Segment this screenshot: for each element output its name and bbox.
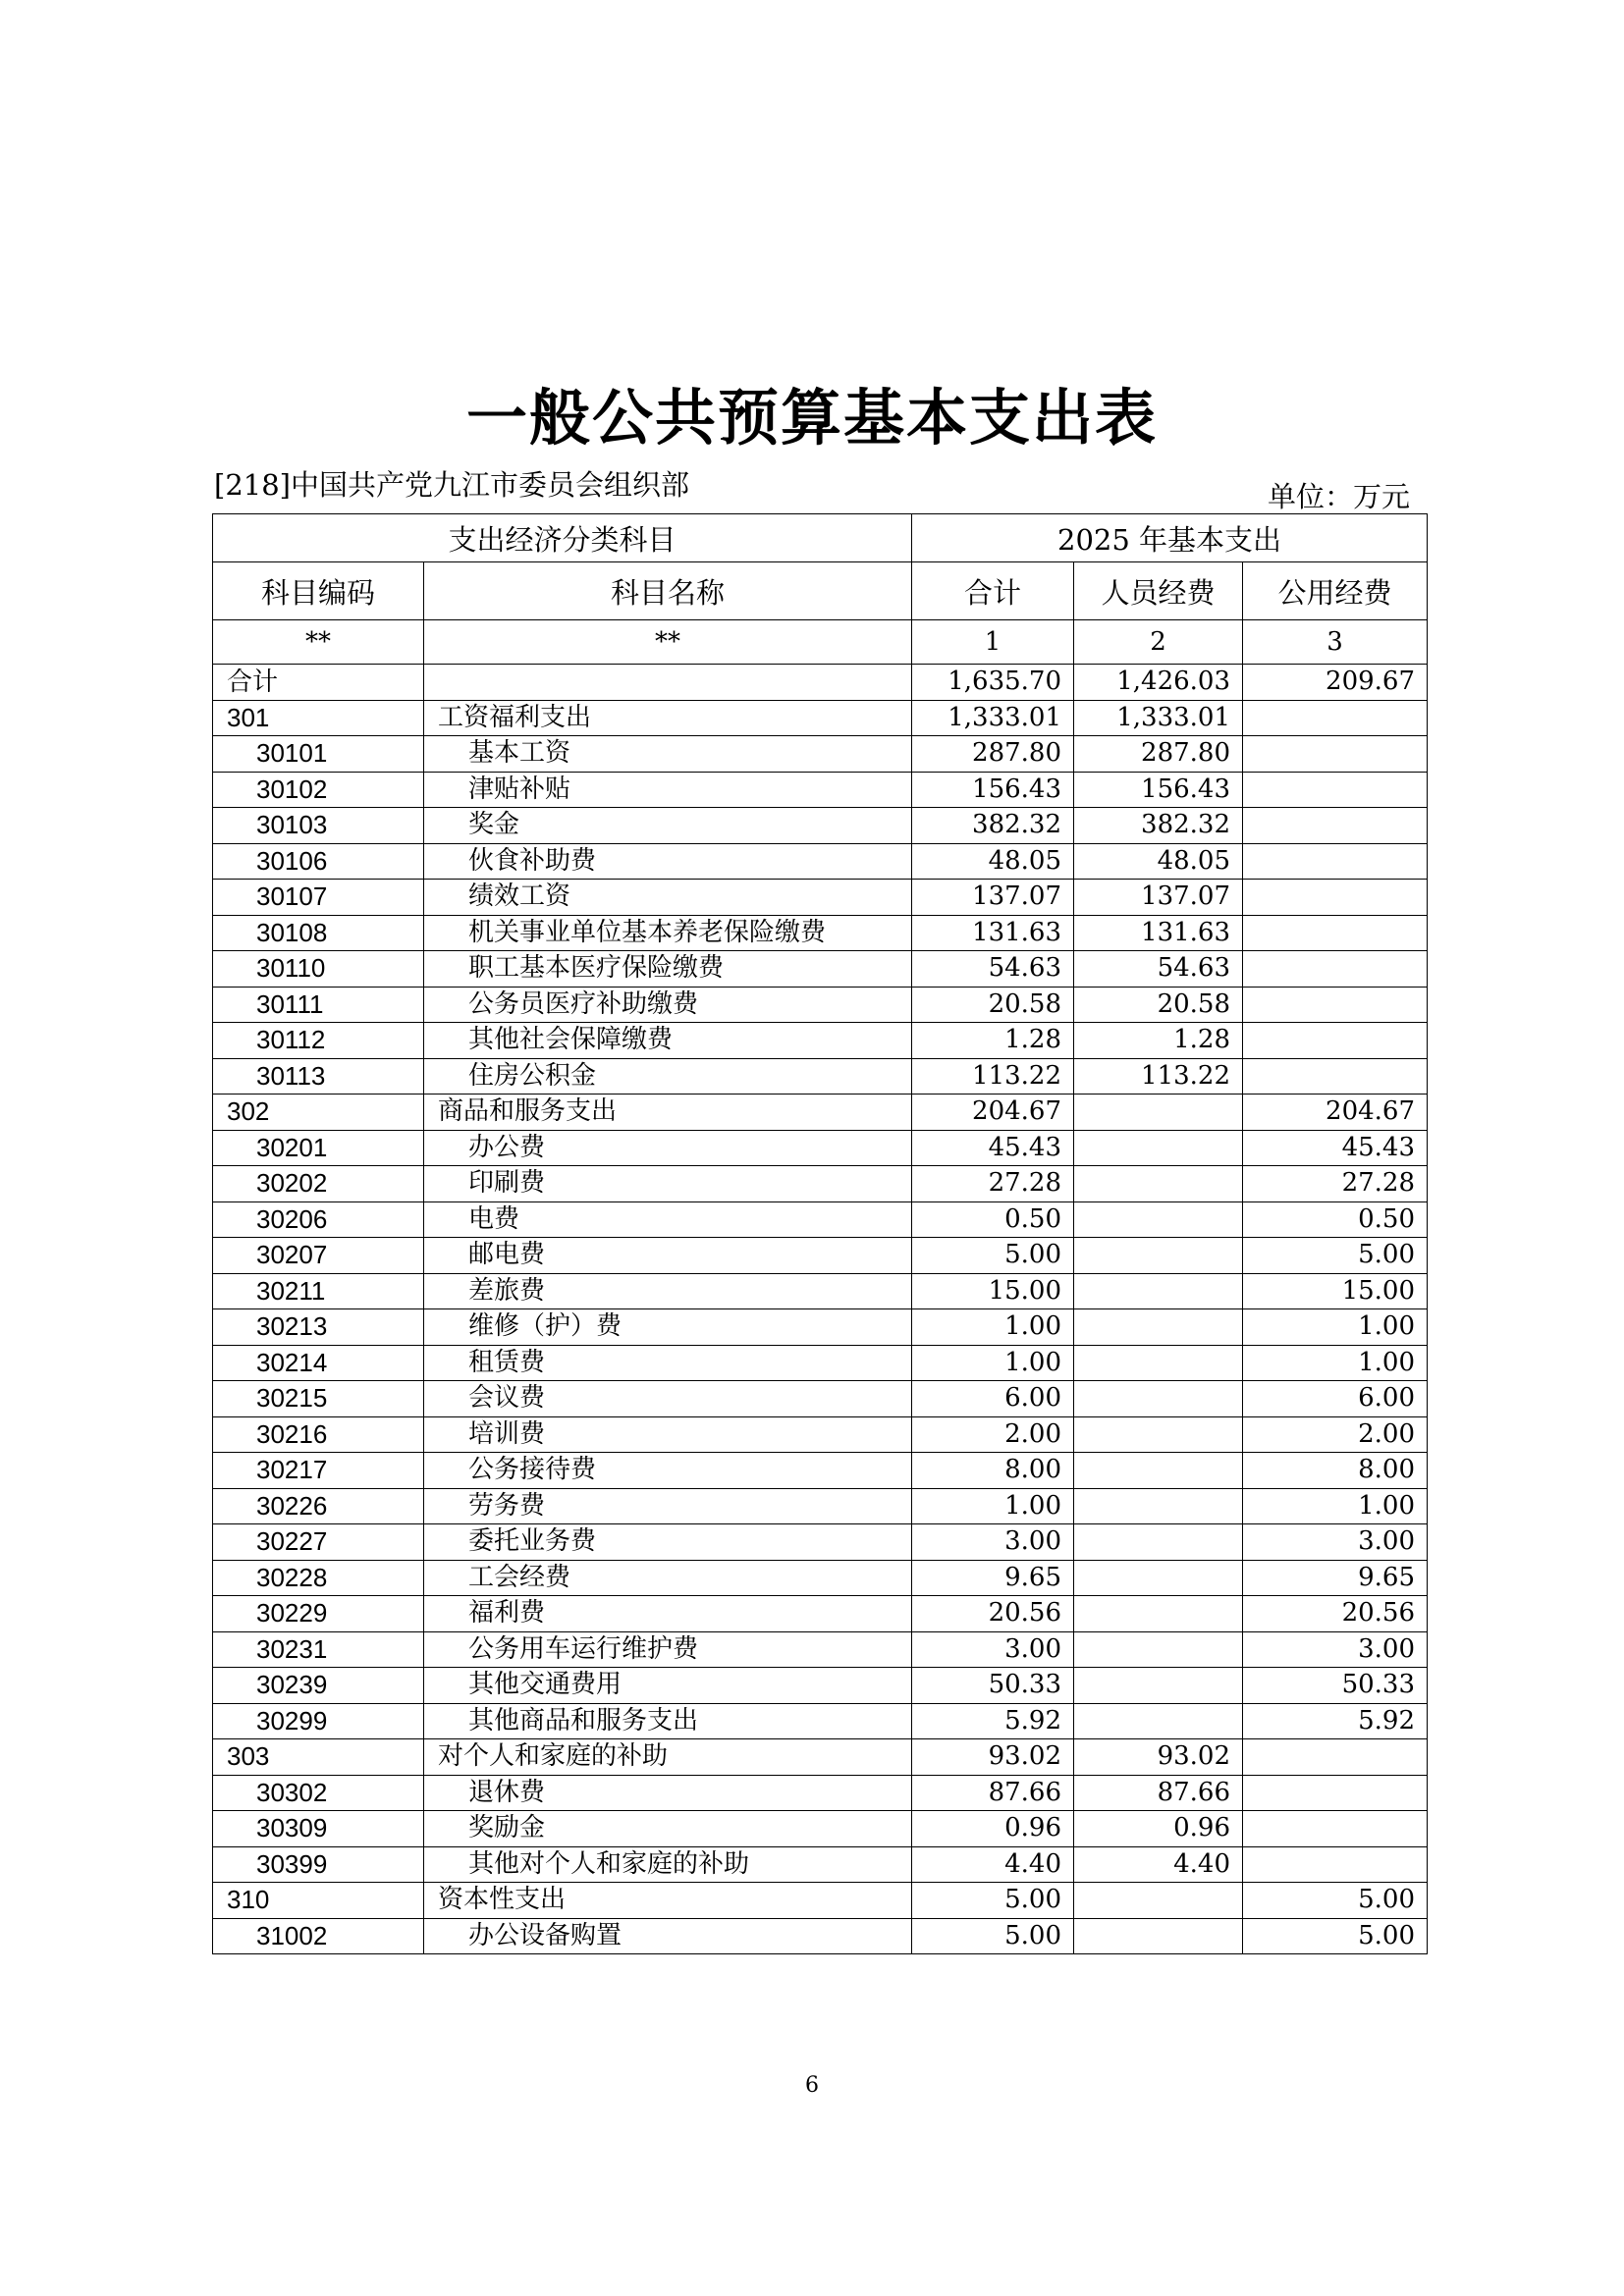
cell-code: 30113: [213, 1058, 424, 1095]
cell-total: 93.02: [912, 1739, 1074, 1776]
cell-total: 0.96: [912, 1811, 1074, 1847]
cell-code: 30227: [213, 1524, 424, 1561]
cell-personnel: [1074, 1309, 1243, 1346]
cell-total: 50.33: [912, 1668, 1074, 1704]
cell-public: [1243, 1023, 1428, 1059]
table-row: [213, 1130, 1428, 1166]
cell-total: 1.00: [912, 1309, 1074, 1346]
cell-name: 会议费: [424, 1381, 912, 1417]
cell-personnel: 20.58: [1074, 987, 1243, 1023]
cell-total: 48.05: [912, 843, 1074, 880]
header-index-row: [213, 620, 1428, 665]
cell-total: 131.63: [912, 915, 1074, 951]
cell-personnel: [1074, 1166, 1243, 1202]
page-title: 一般公共预算基本支出表: [465, 382, 1158, 454]
cell-code: 30202: [213, 1166, 424, 1202]
cell-public: 209.67: [1243, 665, 1428, 701]
table-row: [213, 1811, 1428, 1847]
cell-public: [1243, 1811, 1428, 1847]
cell-name: 劳务费: [424, 1488, 912, 1524]
index-public: 3: [1243, 620, 1428, 665]
cell-personnel: 54.63: [1074, 951, 1243, 988]
cell-personnel: 382.32: [1074, 808, 1243, 844]
table-row: [213, 1631, 1428, 1668]
table-row: [213, 880, 1428, 916]
cell-total: 27.28: [912, 1166, 1074, 1202]
cell-personnel: 131.63: [1074, 915, 1243, 951]
cell-personnel: [1074, 1273, 1243, 1309]
table-row: [213, 1453, 1428, 1489]
page-number: 6: [805, 2073, 819, 2098]
table-row: [213, 1668, 1428, 1704]
cell-public: [1243, 700, 1428, 736]
cell-name: 印刷费: [424, 1166, 912, 1202]
cell-total: 9.65: [912, 1560, 1074, 1596]
cell-code: 30112: [213, 1023, 424, 1059]
header-column-row: [213, 562, 1428, 620]
cell-name: 工资福利支出: [424, 700, 912, 736]
cell-name: 维修（护）费: [424, 1309, 912, 1346]
cell-personnel: [1074, 1631, 1243, 1668]
cell-code: 30211: [213, 1273, 424, 1309]
cell-personnel: [1074, 1201, 1243, 1238]
table-row: [213, 1846, 1428, 1883]
organization-name: [218]中国共产党九江市委员会组织部: [214, 468, 689, 502]
table-row: [213, 951, 1428, 988]
cell-code: 30217: [213, 1453, 424, 1489]
cell-personnel: [1074, 1238, 1243, 1274]
cell-personnel: 137.07: [1074, 880, 1243, 916]
table-row: [213, 1703, 1428, 1739]
cell-public: 3.00: [1243, 1524, 1428, 1561]
table-row: [213, 772, 1428, 808]
cell-public: [1243, 1058, 1428, 1095]
cell-public: 20.56: [1243, 1596, 1428, 1632]
table-row: [213, 1273, 1428, 1309]
header-group-left: 支出经济分类科目: [213, 514, 912, 562]
index-personnel: 2: [1074, 620, 1243, 665]
cell-total: 1.00: [912, 1488, 1074, 1524]
cell-public: 6.00: [1243, 1381, 1428, 1417]
cell-public: 204.67: [1243, 1095, 1428, 1131]
table-row: [213, 808, 1428, 844]
cell-public: 45.43: [1243, 1130, 1428, 1166]
cell-code: 30108: [213, 915, 424, 951]
cell-code: 30111: [213, 987, 424, 1023]
cell-personnel: 48.05: [1074, 843, 1243, 880]
cell-total: 1,333.01: [912, 700, 1074, 736]
cell-public: 5.00: [1243, 1238, 1428, 1274]
cell-name: 福利费: [424, 1596, 912, 1632]
cell-name: 商品和服务支出: [424, 1095, 912, 1131]
cell-public: 50.33: [1243, 1668, 1428, 1704]
cell-total: 287.80: [912, 736, 1074, 773]
cell-code: 30299: [213, 1703, 424, 1739]
cell-personnel: 93.02: [1074, 1739, 1243, 1776]
cell-code: 30201: [213, 1130, 424, 1166]
cell-name: 电费: [424, 1201, 912, 1238]
table-row: [213, 700, 1428, 736]
cell-public: [1243, 880, 1428, 916]
cell-public: 5.00: [1243, 1883, 1428, 1919]
cell-public: [1243, 951, 1428, 988]
cell-personnel: [1074, 1345, 1243, 1381]
table-row: [213, 1166, 1428, 1202]
cell-name: 租赁费: [424, 1345, 912, 1381]
cell-name: 工会经费: [424, 1560, 912, 1596]
cell-personnel: 156.43: [1074, 772, 1243, 808]
cell-personnel: [1074, 1453, 1243, 1489]
cell-total: 45.43: [912, 1130, 1074, 1166]
cell-code: 31002: [213, 1918, 424, 1954]
cell-personnel: [1074, 1416, 1243, 1453]
cell-name: 其他社会保障缴费: [424, 1023, 912, 1059]
table-row: [213, 1560, 1428, 1596]
cell-total: 5.00: [912, 1918, 1074, 1954]
cell-total: 4.40: [912, 1846, 1074, 1883]
cell-name: 委托业务费: [424, 1524, 912, 1561]
cell-public: [1243, 1846, 1428, 1883]
cell-total: 156.43: [912, 772, 1074, 808]
header-code: 科目编码: [213, 562, 424, 620]
cell-total: 2.00: [912, 1416, 1074, 1453]
cell-personnel: [1074, 1381, 1243, 1417]
cell-total: 8.00: [912, 1453, 1074, 1489]
cell-total: 1.00: [912, 1345, 1074, 1381]
cell-total: 5.00: [912, 1238, 1074, 1274]
header-name: 科目名称: [424, 562, 912, 620]
cell-public: 5.00: [1243, 1918, 1428, 1954]
budget-table: [212, 513, 1428, 1954]
cell-total: 87.66: [912, 1775, 1074, 1811]
table-row: [213, 1381, 1428, 1417]
cell-code: 30239: [213, 1668, 424, 1704]
index-code: **: [213, 620, 424, 665]
cell-code: 30102: [213, 772, 424, 808]
cell-public: [1243, 808, 1428, 844]
cell-public: [1243, 736, 1428, 773]
cell-personnel: 4.40: [1074, 1846, 1243, 1883]
cell-name: 津贴补贴: [424, 772, 912, 808]
cell-personnel: 113.22: [1074, 1058, 1243, 1095]
cell-public: 3.00: [1243, 1631, 1428, 1668]
cell-public: 0.50: [1243, 1201, 1428, 1238]
table-row: [213, 1739, 1428, 1776]
cell-code: 30101: [213, 736, 424, 773]
cell-code: 30216: [213, 1416, 424, 1453]
cell-name: 公务员医疗补助缴费: [424, 987, 912, 1023]
cell-total: 54.63: [912, 951, 1074, 988]
cell-public: 1.00: [1243, 1309, 1428, 1346]
cell-public: [1243, 843, 1428, 880]
cell-total: 5.00: [912, 1883, 1074, 1919]
cell-code: 302: [213, 1095, 424, 1131]
cell-code: 30226: [213, 1488, 424, 1524]
cell-code: 30231: [213, 1631, 424, 1668]
cell-public: [1243, 772, 1428, 808]
cell-public: 8.00: [1243, 1453, 1428, 1489]
cell-public: [1243, 915, 1428, 951]
cell-total: 382.32: [912, 808, 1074, 844]
cell-code: 30213: [213, 1309, 424, 1346]
cell-personnel: 1.28: [1074, 1023, 1243, 1059]
cell-personnel: [1074, 1703, 1243, 1739]
cell-name: 资本性支出: [424, 1883, 912, 1919]
header-total: 合计: [912, 562, 1074, 620]
unit-label: 单位：万元: [1267, 480, 1410, 513]
cell-total: 3.00: [912, 1524, 1074, 1561]
table-row: [213, 1918, 1428, 1954]
cell-code: 30302: [213, 1775, 424, 1811]
cell-name: 培训费: [424, 1416, 912, 1453]
cell-name: 伙食补助费: [424, 843, 912, 880]
cell-personnel: [1074, 1668, 1243, 1704]
table-row: [213, 1416, 1428, 1453]
cell-personnel: [1074, 1883, 1243, 1919]
cell-personnel: 0.96: [1074, 1811, 1243, 1847]
cell-total: 3.00: [912, 1631, 1074, 1668]
cell-code: 30228: [213, 1560, 424, 1596]
cell-public: 15.00: [1243, 1273, 1428, 1309]
cell-public: 2.00: [1243, 1416, 1428, 1453]
cell-public: 5.92: [1243, 1703, 1428, 1739]
cell-name: 公务接待费: [424, 1453, 912, 1489]
cell-total: 0.50: [912, 1201, 1074, 1238]
table-row: [213, 1488, 1428, 1524]
cell-personnel: [1074, 1524, 1243, 1561]
cell-public: 1.00: [1243, 1345, 1428, 1381]
cell-name: 退休费: [424, 1775, 912, 1811]
cell-code: 30106: [213, 843, 424, 880]
cell-public: 9.65: [1243, 1560, 1428, 1596]
table-row: [213, 915, 1428, 951]
table-row: [213, 1238, 1428, 1274]
cell-public: [1243, 1775, 1428, 1811]
table-row: [213, 736, 1428, 773]
cell-personnel: [1074, 1918, 1243, 1954]
table-row: [213, 1201, 1428, 1238]
cell-name: 公务用车运行维护费: [424, 1631, 912, 1668]
table-row: [213, 1883, 1428, 1919]
cell-code: 310: [213, 1883, 424, 1919]
cell-public: 1.00: [1243, 1488, 1428, 1524]
cell-code: 303: [213, 1739, 424, 1776]
cell-name: 职工基本医疗保险缴费: [424, 951, 912, 988]
header-group-row: [213, 514, 1428, 562]
cell-code: 30103: [213, 808, 424, 844]
index-total: 1: [912, 620, 1074, 665]
cell-public: [1243, 1739, 1428, 1776]
index-name: **: [424, 620, 912, 665]
cell-name: 其他交通费用: [424, 1668, 912, 1704]
table-row: [213, 1058, 1428, 1095]
cell-total: 113.22: [912, 1058, 1074, 1095]
cell-public: [1243, 987, 1428, 1023]
header-public: 公用经费: [1243, 562, 1428, 620]
cell-total: 20.58: [912, 987, 1074, 1023]
cell-name: 差旅费: [424, 1273, 912, 1309]
cell-name: 其他商品和服务支出: [424, 1703, 912, 1739]
cell-personnel: 287.80: [1074, 736, 1243, 773]
cell-code: 30309: [213, 1811, 424, 1847]
table-row: [213, 1345, 1428, 1381]
table-row: [213, 843, 1428, 880]
cell-name: 基本工资: [424, 736, 912, 773]
cell-name: 其他对个人和家庭的补助: [424, 1846, 912, 1883]
cell-code: 合计: [213, 665, 424, 701]
table-row: [213, 1524, 1428, 1561]
cell-personnel: 1,333.01: [1074, 700, 1243, 736]
cell-total: 1.28: [912, 1023, 1074, 1059]
cell-total: 1,635.70: [912, 665, 1074, 701]
table-row: [213, 987, 1428, 1023]
cell-personnel: 87.66: [1074, 1775, 1243, 1811]
cell-code: 30207: [213, 1238, 424, 1274]
table-row: [213, 1775, 1428, 1811]
cell-total: 5.92: [912, 1703, 1074, 1739]
table-row: [213, 1095, 1428, 1131]
cell-total: 6.00: [912, 1381, 1074, 1417]
cell-name: 奖励金: [424, 1811, 912, 1847]
cell-name: 对个人和家庭的补助: [424, 1739, 912, 1776]
cell-personnel: 1,426.03: [1074, 665, 1243, 701]
table-row: [213, 665, 1428, 701]
header-group-right: 2025 年基本支出: [912, 514, 1428, 562]
table-row: [213, 1596, 1428, 1632]
cell-total: 137.07: [912, 880, 1074, 916]
cell-code: 30107: [213, 880, 424, 916]
cell-personnel: [1074, 1130, 1243, 1166]
cell-total: 20.56: [912, 1596, 1074, 1632]
cell-code: 30215: [213, 1381, 424, 1417]
cell-name: [424, 665, 912, 701]
cell-name: 办公费: [424, 1130, 912, 1166]
cell-name: 机关事业单位基本养老保险缴费: [424, 915, 912, 951]
cell-total: 15.00: [912, 1273, 1074, 1309]
cell-code: 30206: [213, 1201, 424, 1238]
table-row: [213, 1023, 1428, 1059]
cell-personnel: [1074, 1095, 1243, 1131]
cell-name: 绩效工资: [424, 880, 912, 916]
cell-name: 奖金: [424, 808, 912, 844]
cell-code: 30214: [213, 1345, 424, 1381]
cell-name: 邮电费: [424, 1238, 912, 1274]
cell-code: 301: [213, 700, 424, 736]
cell-name: 住房公积金: [424, 1058, 912, 1095]
cell-code: 30110: [213, 951, 424, 988]
cell-code: 30229: [213, 1596, 424, 1632]
cell-name: 办公设备购置: [424, 1918, 912, 1954]
cell-personnel: [1074, 1560, 1243, 1596]
cell-code: 30399: [213, 1846, 424, 1883]
header-personnel: 人员经费: [1074, 562, 1243, 620]
table-row: [213, 1309, 1428, 1346]
cell-personnel: [1074, 1596, 1243, 1632]
cell-personnel: [1074, 1488, 1243, 1524]
cell-public: 27.28: [1243, 1166, 1428, 1202]
cell-total: 204.67: [912, 1095, 1074, 1131]
